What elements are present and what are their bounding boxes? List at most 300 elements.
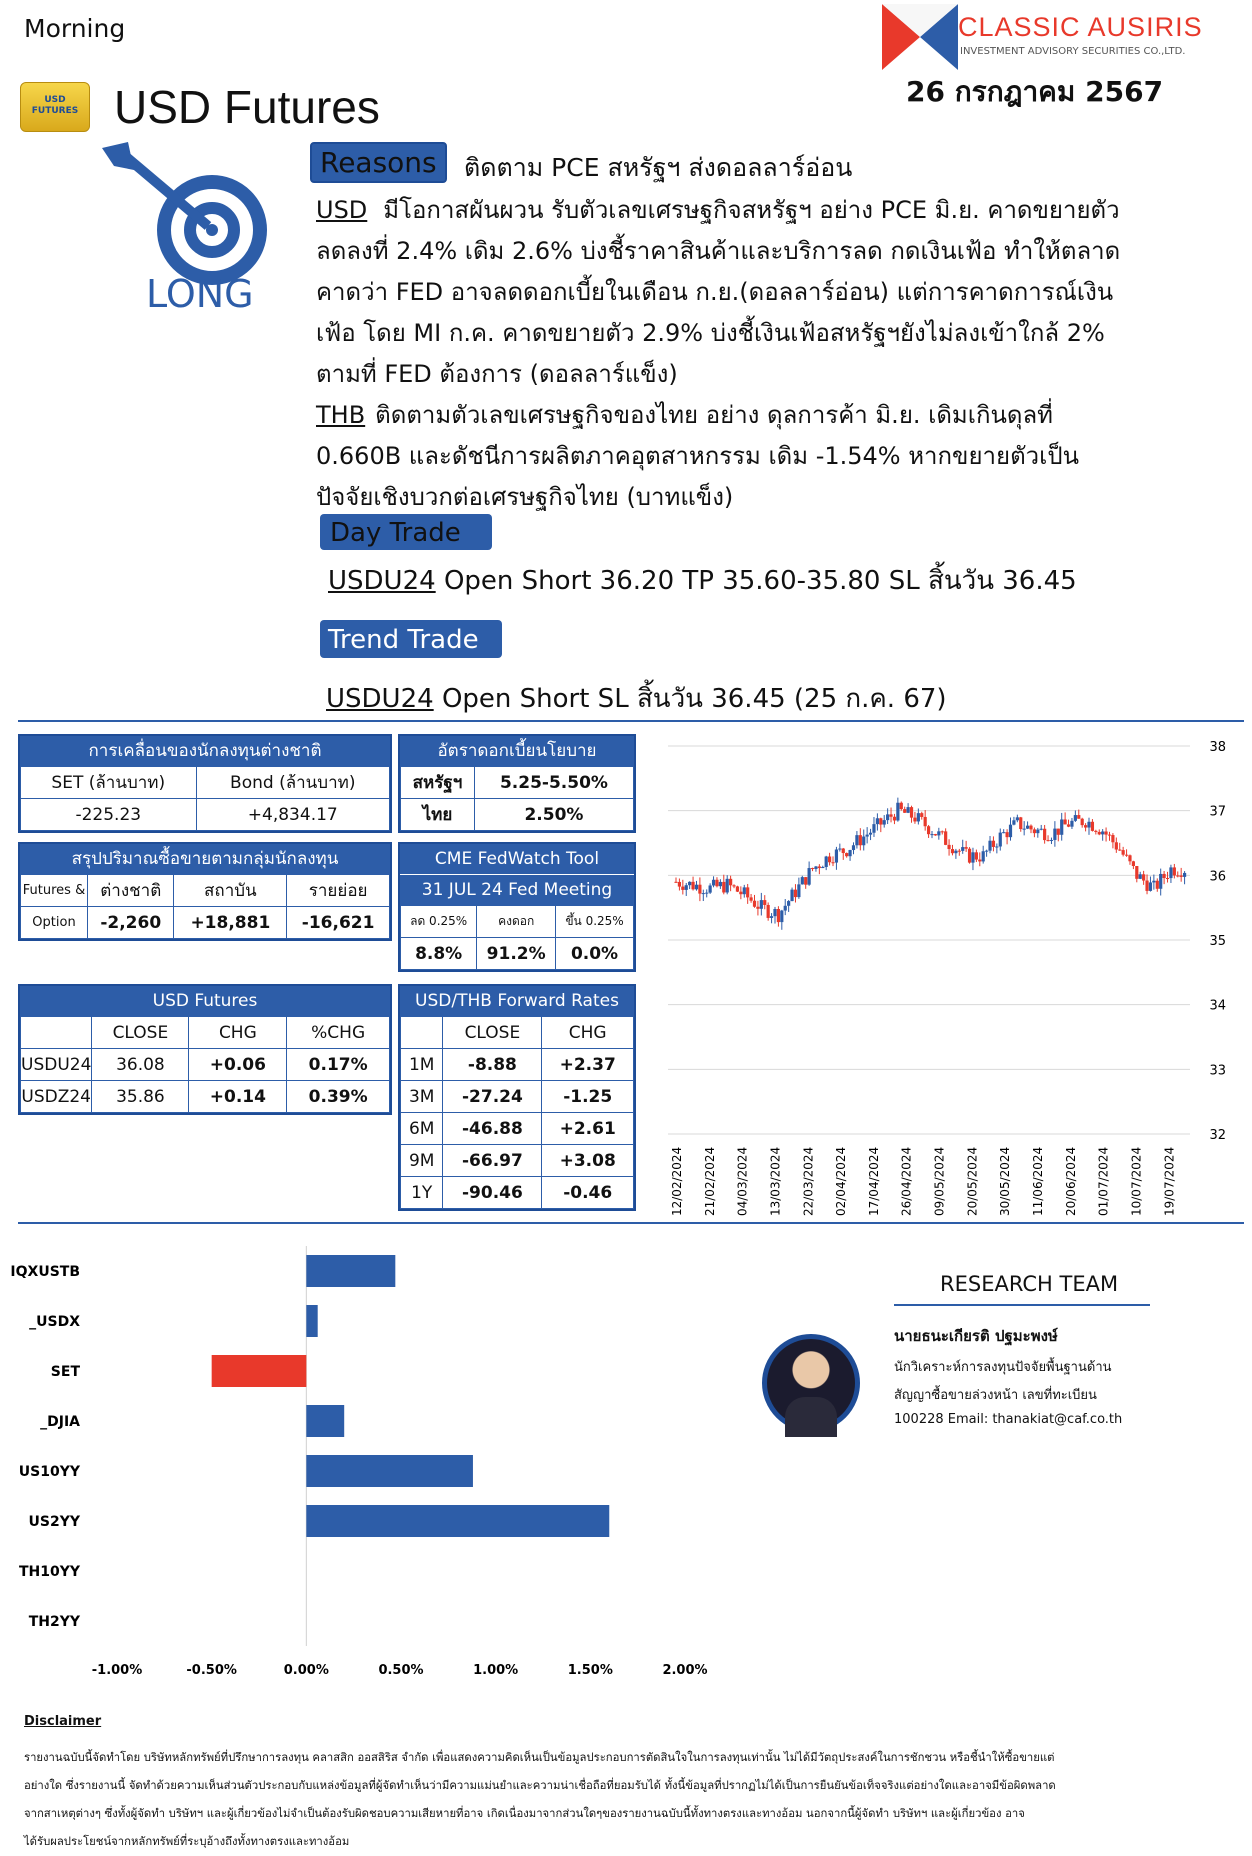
candle-body	[975, 852, 978, 859]
candle-body	[1050, 840, 1053, 841]
position-label: LONG	[146, 272, 254, 316]
foreign-flow-bond-value: +4,834.17	[196, 799, 389, 831]
usd-futures-table	[18, 984, 392, 1115]
analyst-contact: 100228 Email: thanakiat@caf.co.th	[894, 1412, 1123, 1427]
candle-body	[947, 845, 950, 849]
bar-category-label: _DJIA	[40, 1414, 80, 1430]
candle-body	[886, 814, 889, 820]
forward-rates-chg: +2.61	[542, 1113, 634, 1145]
candle-body	[1108, 835, 1111, 836]
candle-body	[1033, 829, 1036, 833]
candle-body	[1077, 815, 1080, 819]
bar-category-label: TH2YY	[28, 1614, 80, 1630]
candle-x-tick: 19/07/2024	[1162, 1146, 1177, 1216]
investor-groups-title: สรุปปริมาณซื้อขายตามกลุ่มนักลงทุน	[20, 844, 390, 874]
forward-rates-close: -46.88	[443, 1113, 542, 1145]
candle-body	[760, 900, 763, 909]
candle-y-tick: 34	[1209, 998, 1226, 1014]
candle-x-tick: 13/03/2024	[768, 1146, 783, 1216]
candle-body	[845, 853, 848, 856]
candle-body	[746, 887, 749, 897]
candle-body	[869, 833, 872, 835]
candle-body	[958, 851, 961, 852]
candle-body	[828, 857, 831, 863]
candle-body	[879, 818, 882, 824]
usd-futures-header: %CHG	[287, 1017, 390, 1049]
candle-body	[1132, 861, 1135, 866]
candle-body	[753, 901, 756, 907]
policy-rate-value: 2.50%	[474, 799, 633, 831]
morning-label: Morning	[24, 14, 126, 43]
usd-analysis	[316, 190, 1120, 518]
candle-body	[1169, 867, 1172, 878]
candle-body	[1125, 855, 1128, 856]
analyst-avatar	[762, 1334, 860, 1432]
bar	[306, 1305, 317, 1337]
candle-x-tick: 30/05/2024	[998, 1146, 1013, 1216]
candle-body	[825, 857, 828, 867]
candle-y-tick: 37	[1209, 804, 1226, 820]
candle-body	[1074, 815, 1077, 821]
brand-subtitle: INVESTMENT ADVISORY SECURITIES CO.,LTD.	[960, 46, 1186, 57]
candle-x-tick: 09/05/2024	[932, 1146, 947, 1216]
candle-body	[1091, 822, 1094, 831]
section-divider-top	[18, 720, 1244, 722]
usd-line-5: ตามที่ FED ต้องการ (ดอลลาร์แข็ง)	[316, 360, 678, 388]
candle-x-tick: 26/04/2024	[899, 1146, 914, 1216]
usd-futures-chg: +0.14	[189, 1081, 287, 1113]
bar-x-tick: 0.00%	[283, 1663, 329, 1678]
candle-body	[1142, 874, 1145, 880]
bar	[306, 1455, 473, 1487]
candle-body	[743, 887, 746, 894]
candle-body	[924, 817, 927, 826]
candle-body	[777, 909, 780, 922]
candle-body	[859, 835, 862, 845]
candle-body	[1166, 878, 1169, 879]
candle-y-tick: 32	[1209, 1128, 1226, 1143]
candle-y-tick: 33	[1209, 1063, 1226, 1079]
bar	[306, 1505, 609, 1537]
candle-body	[930, 834, 933, 835]
fedwatch-title: CME FedWatch Tool	[400, 844, 634, 874]
forward-rates-tenor: 9M	[401, 1145, 443, 1177]
forward-rates-title: USD/THB Forward Rates	[400, 986, 634, 1016]
brand-name: CLASSIC AUSIRIS	[958, 12, 1203, 42]
candle-body	[992, 841, 995, 847]
candle-body	[907, 807, 910, 813]
candle-body	[1019, 817, 1022, 829]
disclaimer-line: ได้รับผลประโยชน์จากหลักทรัพย์ที่ระบุอ้างถึงทั้งทางตรงและทางอ้อม	[24, 1835, 350, 1848]
candle-body	[937, 831, 940, 835]
candle-x-tick: 21/02/2024	[702, 1146, 717, 1216]
day-trade-tag: Day Trade	[320, 514, 492, 550]
bar-category-label: US2YY	[28, 1514, 80, 1530]
candle-body	[954, 851, 957, 854]
forward-rates-chg: -0.46	[542, 1177, 634, 1209]
investor-groups-table	[18, 842, 392, 941]
candle-body	[978, 860, 981, 862]
candle-body	[1149, 882, 1152, 890]
avatar-body	[785, 1397, 837, 1437]
page-title: USD Futures	[114, 81, 380, 133]
bar-category-label: SET	[50, 1364, 80, 1380]
candle-body	[1029, 826, 1032, 830]
analyst-role-1: นักวิเคราะห์การลงทุนปัจจัยพื้นฐานด้าน	[894, 1360, 1112, 1375]
candle-body	[698, 885, 701, 894]
candle-body	[1104, 831, 1107, 834]
candle-body	[688, 882, 691, 885]
candlestick-chart	[660, 730, 1250, 1220]
candle-body	[848, 850, 851, 856]
investor-groups-value: -16,621	[287, 907, 390, 939]
candle-body	[968, 849, 971, 863]
forward-rates-header: CHG	[542, 1017, 634, 1049]
candle-body	[1156, 881, 1159, 889]
candle-body	[1040, 829, 1043, 830]
candle-body	[1070, 821, 1073, 827]
candle-body	[862, 837, 865, 846]
candle-x-tick: 12/02/2024	[670, 1146, 684, 1216]
report-date: 26 กรกฎาคม 2567	[906, 75, 1164, 108]
candle-body	[1043, 829, 1046, 840]
candle-body	[681, 887, 684, 890]
candle-body	[702, 893, 705, 894]
investor-groups-header: สถาบัน	[174, 875, 287, 907]
fedwatch-header: คงดอก	[477, 906, 556, 938]
candle-body	[1064, 819, 1067, 824]
investor-groups-value: -2,260	[88, 907, 174, 939]
candle-body	[1111, 835, 1114, 842]
policy-rate-country: ไทย	[401, 799, 475, 831]
candle-body	[944, 831, 947, 845]
usd-line-3: คาดว่า FED อาจลดดอกเบี้ยในเดือน ก.ย.(ดอลลาร์อ่อน) แต่การคาดการณ์เงิน	[316, 278, 1114, 306]
candle-body	[1036, 830, 1039, 834]
candle-body	[1087, 822, 1090, 828]
usd-futures-header: CHG	[189, 1017, 287, 1049]
usd-futures-chg: +0.06	[189, 1049, 287, 1081]
foreign-flow-title: การเคลื่อนของนักลงทุนต่างชาติ	[20, 736, 390, 766]
policy-rate-country: สหรัฐฯ	[401, 767, 475, 799]
fedwatch-table	[398, 842, 636, 972]
forward-rates-close: -90.46	[443, 1177, 542, 1209]
candle-body	[999, 833, 1002, 847]
disclaimer-line: จากสาเหตุต่างๆ ซึ่งทั้งผู้จัดทำ บริษัทฯ และผู้เกี่ยวข้องไม่จำเป็นต้องรับผิดชอบความเสียหายที่อาจ เกิดเนื่องมาจากส่วนใดๆของรายงานฉบับนี้ทั้งทางตรงและทางอ้อม นอกจากนี้ผู้จัดทำ บริษัทฯ และผู้เกี่ยวข้อง อาจ	[24, 1807, 1025, 1820]
candle-body	[1135, 866, 1138, 879]
disclaimer-line: รายงานฉบับนี้จัดทำโดย บริษัทหลักทรัพย์ที่ปรึกษาการลงทุน คลาสสิก ออสสิริส จำกัด เพื่อแสดงความคิดเห็นเป็นข้อมูลประกอบการตัดสินใจในการลงทุนเท่านั้น ไม่ได้มีวัตถุประสงค์ในการชักชวน หรือชี้นำให้ซื้อขายแต่	[24, 1751, 1055, 1764]
candle-body	[808, 868, 811, 885]
candle-body	[712, 880, 715, 886]
target-icon	[94, 140, 294, 280]
bar	[212, 1355, 307, 1387]
policy-rate-value: 5.25-5.50%	[474, 767, 633, 799]
candle-body	[900, 803, 903, 809]
candle-body	[866, 835, 869, 837]
candle-body	[790, 890, 793, 901]
usd-futures-pct: 0.39%	[287, 1081, 390, 1113]
foreign-flow-header-bond: Bond (ล้านบาท)	[196, 767, 389, 799]
research-team-underline	[894, 1304, 1150, 1306]
candle-x-tick: 02/04/2024	[834, 1146, 849, 1216]
candle-body	[995, 846, 998, 847]
day-trade-line	[328, 560, 1077, 601]
candle-body	[1012, 820, 1015, 824]
candle-body	[889, 814, 892, 816]
disclaimer-line: อย่างใด ซึ่งรายงานนี้ จัดทำด้วยความเห็นส่วนตัวประกอบกับแหล่งข้อมูลที่ผู้จัดทำเห็นว่ามีความแม่นยำและความน่าเชื่อถือที่ยอมรับได้ ทั้งนี้ข้อมูลที่ปรากฏไม่ได้เป็นการยืนยันข้อเท็จจริงแต่อย่างใดและอาจมีข้อผิดพลาด	[24, 1779, 1056, 1792]
candle-body	[691, 882, 694, 889]
brand-logo-icon	[880, 4, 960, 70]
candle-body	[773, 909, 776, 916]
bar-x-tick: -1.00%	[91, 1663, 143, 1678]
candle-body	[801, 877, 804, 884]
candle-body	[1101, 831, 1104, 834]
candle-body	[1060, 819, 1063, 834]
fedwatch-value: 91.2%	[477, 938, 556, 970]
bar-x-tick: -0.50%	[186, 1663, 237, 1678]
candle-body	[736, 886, 739, 891]
candle-body	[1118, 850, 1121, 851]
usd-futures-title: USD Futures	[20, 986, 390, 1016]
candle-body	[1122, 850, 1125, 855]
forward-rates-table	[398, 984, 636, 1211]
candle-body	[835, 849, 838, 862]
forward-rates-tenor: 1M	[401, 1049, 443, 1081]
investor-groups-header: รายย่อย	[287, 875, 390, 907]
candle-body	[732, 885, 735, 886]
investor-groups-row-label: Option	[21, 907, 88, 939]
brand-logo	[880, 4, 1240, 72]
candle-body	[726, 879, 729, 893]
candle-x-tick: 22/03/2024	[801, 1146, 816, 1216]
candle-body	[794, 890, 797, 897]
candle-x-tick: 04/03/2024	[735, 1146, 750, 1216]
usd-futures-header: CLOSE	[92, 1017, 189, 1049]
forward-rates-header	[401, 1017, 443, 1049]
candle-body	[1152, 881, 1155, 883]
candle-body	[674, 882, 677, 883]
candle-body	[910, 807, 913, 818]
candle-body	[1046, 840, 1049, 841]
candle-body	[883, 820, 886, 824]
bar	[306, 1255, 395, 1287]
usd-futures-header	[21, 1017, 92, 1049]
candle-body	[917, 813, 920, 821]
fedwatch-meeting: 31 JUL 24 Fed Meeting	[400, 874, 634, 905]
bar-x-tick: 1.50%	[567, 1663, 613, 1678]
candle-body	[1002, 832, 1005, 833]
forward-rates-tenor: 3M	[401, 1081, 443, 1113]
candle-body	[678, 882, 681, 887]
candle-body	[709, 885, 712, 892]
day-trade-symbol: USDU24	[328, 566, 436, 596]
disclaimer-title: Disclaimer	[24, 1714, 102, 1729]
candle-x-tick: 01/07/2024	[1096, 1146, 1111, 1216]
bar-x-tick: 2.00%	[662, 1663, 708, 1678]
candle-body	[1098, 832, 1101, 834]
candle-body	[767, 905, 770, 918]
candle-body	[784, 906, 787, 911]
candle-body	[838, 849, 841, 850]
usd-futures-pct: 0.17%	[287, 1049, 390, 1081]
candle-y-tick: 35	[1209, 934, 1226, 949]
candle-body	[719, 882, 722, 886]
trend-trade-tag: Trend Trade	[320, 620, 502, 658]
candle-body	[1094, 831, 1097, 832]
analyst-name: นายธนะเกียรติ ปฐมะพงษ์	[894, 1327, 1058, 1345]
candle-body	[1159, 874, 1162, 889]
candle-body	[988, 841, 991, 851]
candle-body	[705, 893, 708, 894]
usd-line-2: ลดลงที่ 2.4% เดิม 2.6% บ่งชี้ราคาสินค้าและบริการลด กดเงินเฟ้อ ทำให้ตลาด	[316, 237, 1121, 265]
usd-futures-logo-icon	[20, 82, 90, 132]
candle-body	[1173, 867, 1176, 875]
forward-rates-close: -8.88	[443, 1049, 542, 1081]
fedwatch-header: ขึ้น 0.25%	[556, 906, 634, 938]
candle-body	[971, 852, 974, 862]
fedwatch-header: ลด 0.25%	[401, 906, 477, 938]
forward-rates-close: -27.24	[443, 1081, 542, 1113]
usd-line-4: เฟ้อ โดย MI ก.ค. คาดขยายตัว 2.9% บ่งชี้เงินเฟ้อสหรัฐฯยังไม่ลงเข้าใกล้ 2%	[316, 319, 1105, 347]
candle-x-tick: 20/06/2024	[1063, 1146, 1078, 1216]
thb-line-2: 0.660B และดัชนีการผลิตภาคอุตสาหกรรม เดิม -1.54% หากขยายตัวเป็น	[316, 442, 1079, 470]
thb-line-1: ติดตามตัวเลขเศรษฐกิจของไทย อย่าง ดุลการค้า มิ.ย. เดิมเกินดุลที่	[375, 401, 1053, 429]
candle-body	[876, 818, 879, 824]
forward-rates-chg: +2.37	[542, 1049, 634, 1081]
forward-rates-chg: -1.25	[542, 1081, 634, 1113]
candle-body	[756, 907, 759, 909]
disclaimer-body	[24, 1744, 1234, 1856]
candle-body	[715, 880, 718, 886]
bar-category-label: IQXUSTB	[10, 1264, 80, 1280]
candle-body	[934, 834, 937, 835]
candle-body	[982, 851, 985, 861]
candle-body	[896, 803, 899, 821]
candle-x-tick: 20/05/2024	[965, 1146, 980, 1216]
day-trade-text: Open Short 36.20 TP 35.60-35.80 SL สิ้นวัน 36.45	[443, 566, 1077, 596]
candle-body	[1183, 873, 1186, 877]
candle-body	[1081, 819, 1084, 825]
candle-body	[1009, 825, 1012, 837]
fedwatch-value: 8.8%	[401, 938, 477, 970]
forward-rates-header: CLOSE	[443, 1017, 542, 1049]
candle-body	[729, 879, 732, 885]
usd-futures-close: 35.86	[92, 1081, 189, 1113]
performance-bar-chart	[10, 1236, 740, 1692]
candle-body	[941, 831, 944, 832]
investor-groups-value: +18,881	[174, 907, 287, 939]
investor-groups-row-label: Futures &	[21, 875, 88, 907]
candle-body	[1180, 875, 1183, 876]
candle-body	[965, 847, 968, 849]
candle-body	[811, 868, 814, 869]
candle-x-tick: 17/04/2024	[866, 1146, 881, 1216]
candle-body	[722, 882, 725, 893]
trend-trade-line	[326, 678, 947, 719]
candle-body	[804, 877, 807, 885]
thb-line-3: ปัจจัยเชิงบวกต่อเศรษฐกิจไทย (บาทแข็ง)	[316, 483, 734, 511]
candle-body	[818, 866, 821, 868]
candle-body	[685, 885, 688, 890]
policy-rate-table	[398, 734, 636, 833]
candle-body	[1053, 829, 1056, 840]
candle-body	[780, 911, 783, 923]
usd-line-1: มีโอกาสผันผวน รับตัวเลขเศรษฐกิจสหรัฐฯ อย่าง PCE มิ.ย. คาดขยายตัว	[383, 196, 1120, 224]
candle-y-tick: 36	[1209, 869, 1226, 885]
candle-body	[1057, 829, 1060, 835]
candle-body	[695, 885, 698, 890]
foreign-flow-table	[18, 734, 392, 833]
candle-body	[1023, 829, 1026, 830]
candle-body	[1163, 874, 1166, 878]
foreign-flow-set-value: -225.23	[21, 799, 197, 831]
trend-trade-symbol: USDU24	[326, 684, 434, 714]
section-divider-mid	[18, 1222, 1244, 1224]
candle-body	[985, 851, 988, 852]
candle-x-tick: 11/06/2024	[1031, 1146, 1046, 1216]
usd-futures-symbol: USDZ24	[21, 1081, 92, 1113]
policy-rate-title: อัตราดอกเบี้ยนโยบาย	[400, 736, 634, 766]
candle-body	[1067, 824, 1070, 826]
candle-body	[821, 867, 824, 868]
candle-body	[903, 809, 906, 813]
candle-body	[852, 845, 855, 850]
candle-body	[1005, 832, 1008, 837]
fedwatch-value: 0.0%	[556, 938, 634, 970]
candle-body	[831, 862, 834, 863]
bar-category-label: TH10YY	[18, 1564, 80, 1580]
bar-category-label: US10YY	[18, 1464, 80, 1480]
candle-body	[842, 849, 845, 853]
usd-key: USD	[316, 196, 368, 224]
usd-futures-close: 36.08	[92, 1049, 189, 1081]
reasons-tag: Reasons	[310, 142, 447, 183]
candle-y-tick: 38	[1209, 740, 1226, 755]
candle-body	[1115, 842, 1118, 849]
candle-body	[763, 900, 766, 905]
usd-futures-symbol: USDU24	[21, 1049, 92, 1081]
candle-body	[749, 897, 752, 900]
candle-body	[920, 813, 923, 817]
candle-body	[1026, 826, 1029, 829]
bar-category-label: _USDX	[29, 1314, 80, 1330]
candle-body	[913, 818, 916, 822]
forward-rates-close: -66.97	[443, 1145, 542, 1177]
candle-body	[893, 817, 896, 821]
bar	[306, 1405, 344, 1437]
analyst-role-2: สัญญาซื้อขายล่วงหน้า เลขที่ทะเบียน	[894, 1388, 1097, 1403]
candle-body	[1139, 874, 1142, 879]
forward-rates-tenor: 1Y	[401, 1177, 443, 1209]
candle-body	[1176, 875, 1179, 876]
investor-groups-header: ต่างชาติ	[88, 875, 174, 907]
candle-body	[787, 901, 790, 906]
usd-futures-logo-text: USD FUTURES	[31, 95, 79, 116]
trend-trade-text: Open Short SL สิ้นวัน 36.45 (25 ก.ค. 67)	[441, 684, 947, 714]
foreign-flow-header-set: SET (ล้านบาท)	[21, 767, 197, 799]
candle-body	[872, 824, 875, 833]
candle-body	[951, 849, 954, 853]
candle-body	[814, 866, 817, 868]
candle-body	[770, 916, 773, 918]
thb-key: THB	[316, 401, 366, 429]
candle-body	[1084, 825, 1087, 827]
candle-body	[739, 892, 742, 895]
forward-rates-chg: +3.08	[542, 1145, 634, 1177]
candle-body	[1145, 881, 1148, 891]
candle-body	[797, 884, 800, 897]
candle-body	[1128, 855, 1131, 861]
candle-body	[961, 847, 964, 851]
